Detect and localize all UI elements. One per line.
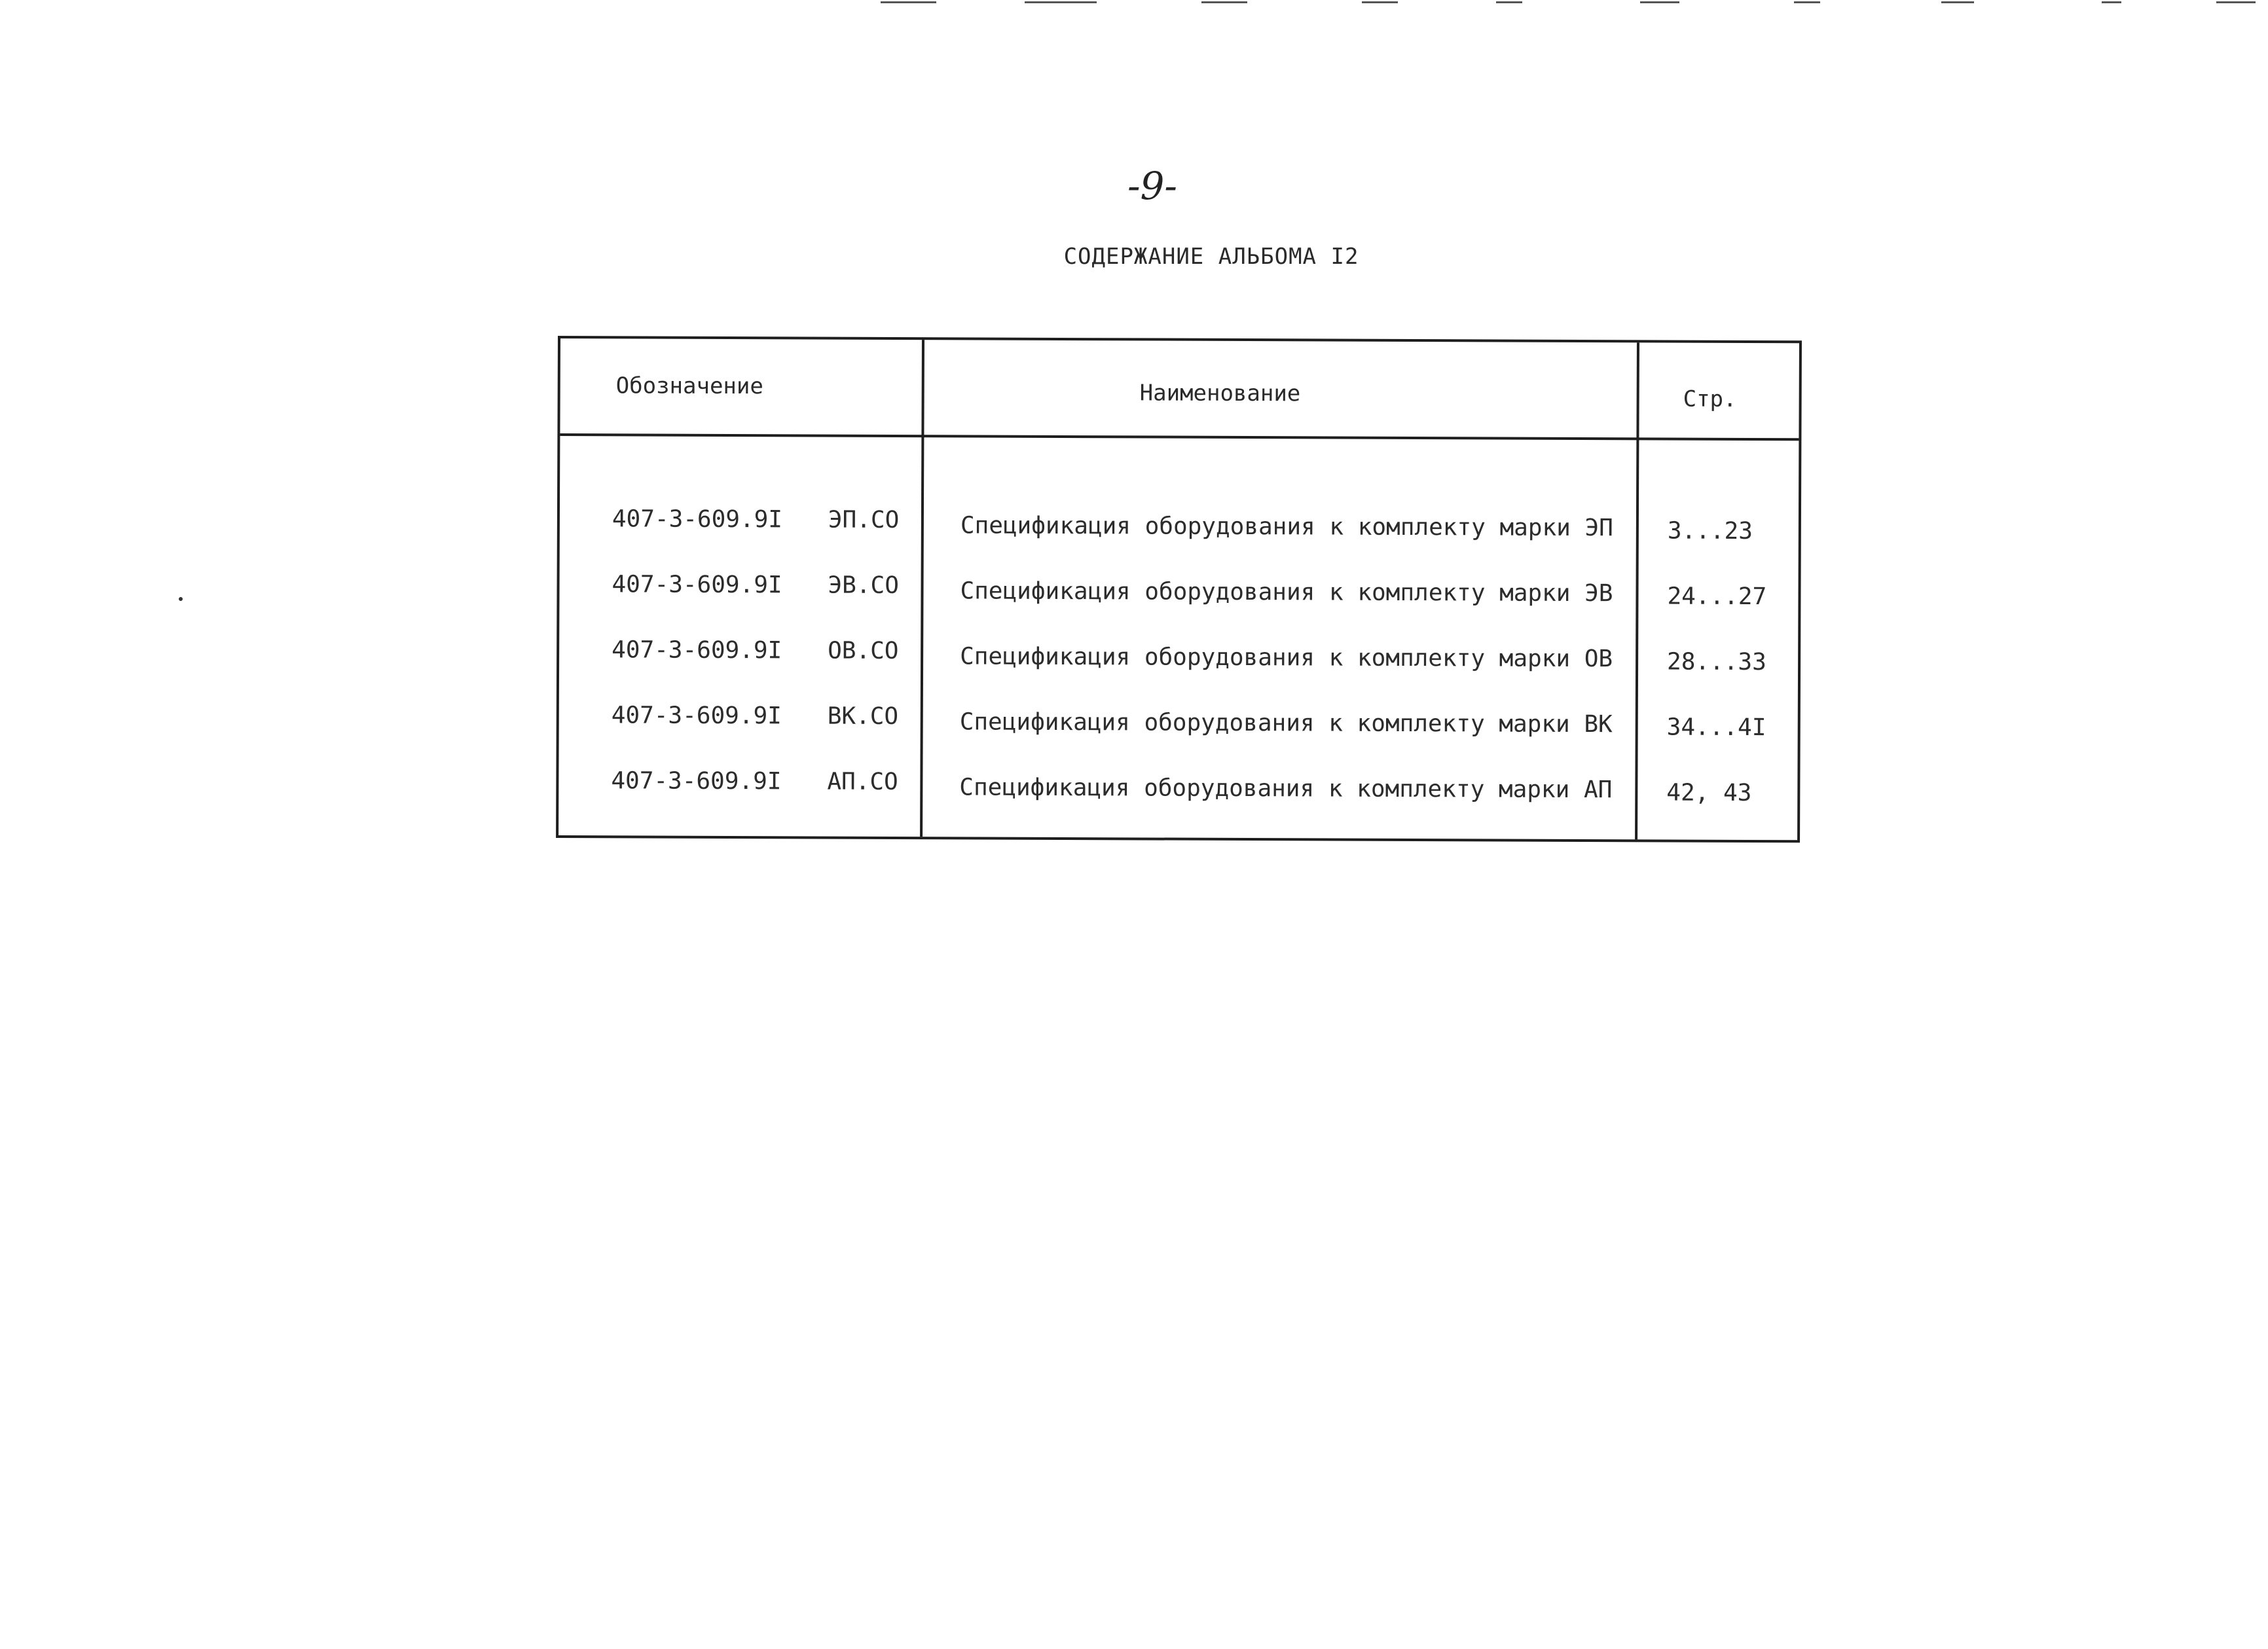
header-name: Наименование: [1139, 380, 1301, 407]
row-name: Спецификация оборудования к комплекту марки ВК: [959, 708, 1613, 738]
row-code: 407-3-609.9I: [611, 767, 782, 795]
row-code: 407-3-609.9I: [611, 702, 782, 730]
row-code: 407-3-609.9I: [612, 571, 782, 599]
row-pages: 3...23: [1667, 517, 1753, 545]
row-name: Спецификация оборудования к комплекту марки АП: [959, 774, 1613, 804]
row-mark: ОВ.СО: [828, 637, 899, 665]
top-scan-marks: [0, 0, 2268, 9]
table-row: [559, 571, 1798, 628]
row-mark: ВК.СО: [827, 702, 899, 731]
table-row: [559, 636, 1798, 693]
scan-mark: [1794, 1, 1820, 3]
scan-mark: [1640, 1, 1679, 3]
row-pages: 28...33: [1667, 648, 1766, 676]
scan-mark: [2102, 1, 2121, 3]
scan-mark: [1496, 1, 1522, 3]
table-row: [558, 767, 1797, 824]
row-pages: 34...4I: [1666, 714, 1766, 742]
scan-mark: [1941, 1, 1974, 3]
row-mark: АП.СО: [827, 768, 898, 796]
table-row: [560, 505, 1799, 562]
row-name: Спецификация оборудования к комплекту марки ЭП: [960, 512, 1613, 542]
scan-mark: [1025, 1, 1097, 3]
table-row: [559, 702, 1798, 759]
scan-mark: [2216, 1, 2256, 3]
row-code: 407-3-609.9I: [612, 505, 783, 534]
scan-mark: [1362, 1, 1398, 3]
document-title: СОДЕРЖАНИЕ АЛЬБОМА I2: [1063, 244, 1359, 270]
row-name: Спецификация оборудования к комплекту марки ОВ: [960, 643, 1613, 673]
header-designation: Обозначение: [615, 372, 763, 400]
row-pages: 24...27: [1667, 583, 1767, 611]
header-rule: [560, 433, 1799, 441]
scan-mark: [1201, 1, 1247, 3]
page-number: -9-: [1127, 164, 1178, 208]
row-code: 407-3-609.9I: [612, 636, 782, 664]
header-page: Стр.: [1683, 386, 1737, 412]
contents-table: [556, 336, 1802, 843]
row-mark: ЭП.СО: [828, 506, 900, 534]
row-mark: ЭВ.СО: [828, 571, 899, 600]
scan-mark: [881, 1, 936, 3]
row-pages: 42, 43: [1666, 779, 1752, 807]
scan-speck: [179, 597, 183, 601]
row-name: Спецификация оборудования к комплекту марки ЭВ: [960, 577, 1613, 607]
